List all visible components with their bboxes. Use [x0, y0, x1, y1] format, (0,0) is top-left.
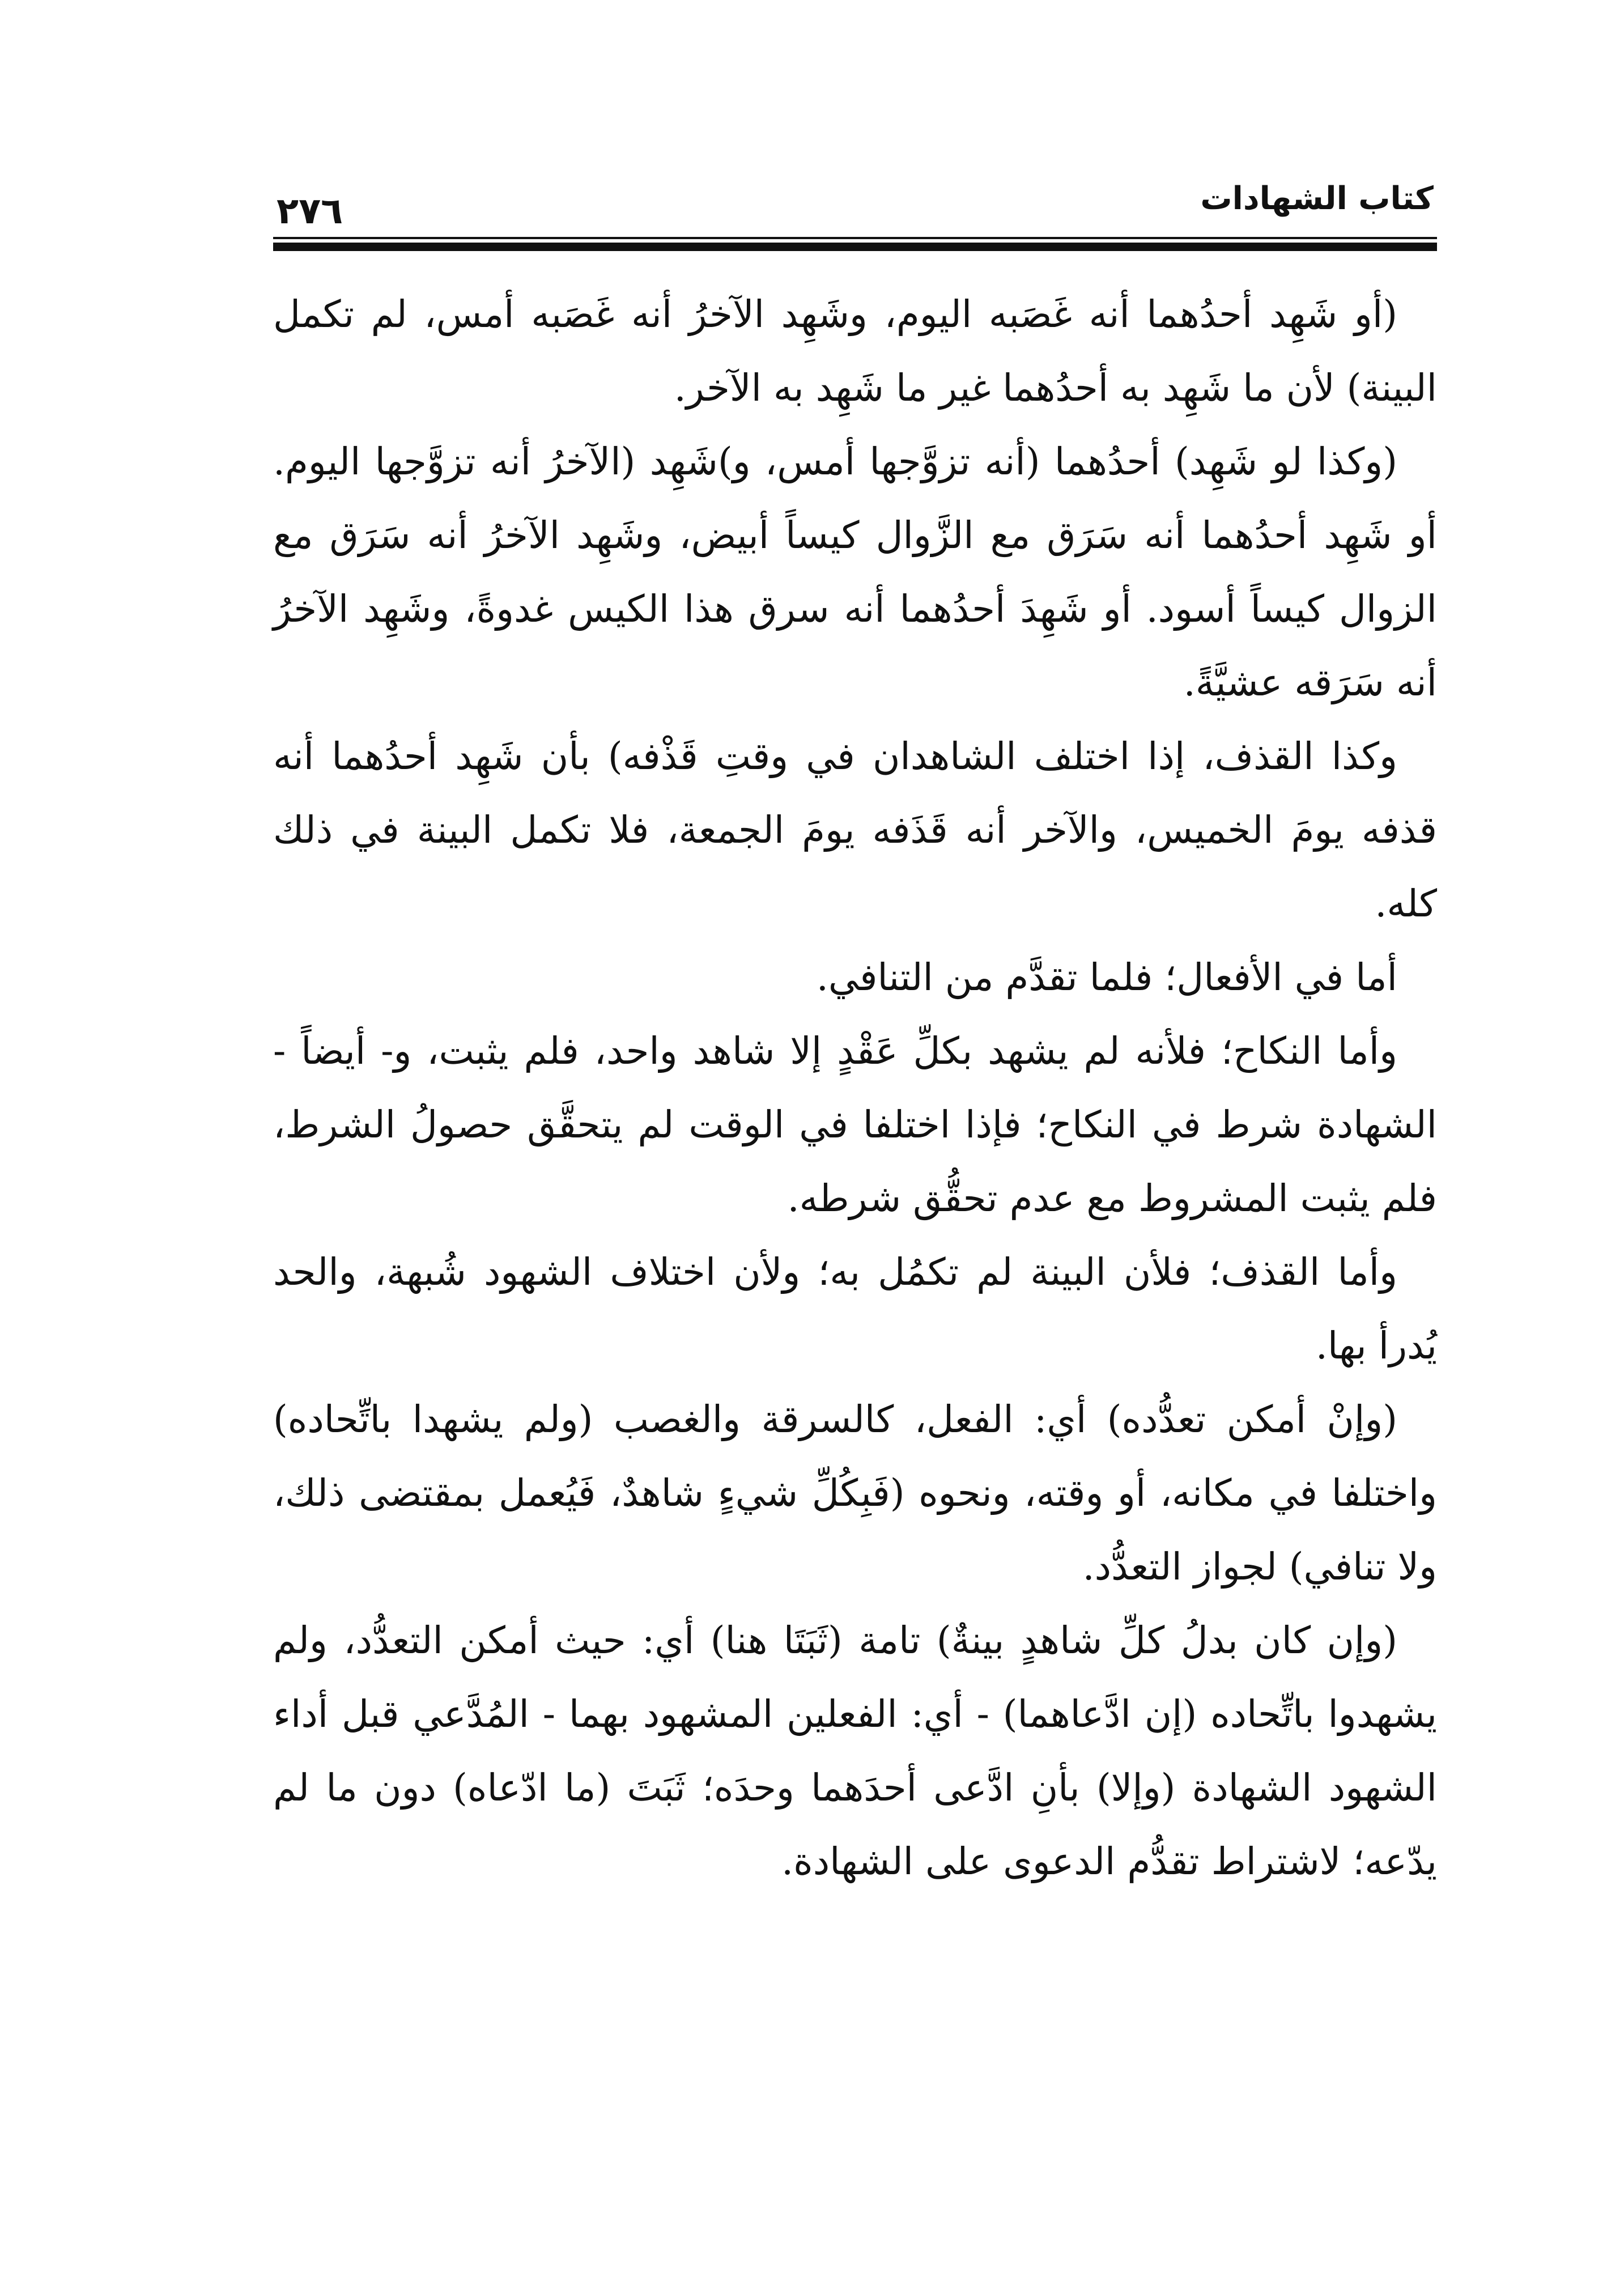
- header-rule-thin: [273, 237, 1437, 239]
- page-header: [277, 170, 1434, 238]
- header-rule-thick: [273, 243, 1437, 251]
- paragraph: (وإن كان بدلُ كلِّ شاهدٍ بينةٌ) تامة (ثَبَتَا هنا) أي: حيث أمكن التعدُّد، ولم يشهدوا باتِّحاده (إن ادَّعاهما) - أي: الفعلين المشهود بهما - المُدَّعي قبل أداء الشهود الشهادة (وإلا) بأنِ ادَّعى أحدَهما وحدَه؛ ثَبَتَ (ما ادّعاه) دون ما لم يدّعه؛ لاشتراط تقدُّم الدعوى على الشهادة.: [273, 1619, 1437, 1883]
- paragraph: وأما القذف؛ فلأن البينة لم تكمُل به؛ ولأن اختلاف الشهود شُبهة، والحد يُدرأ بها.: [273, 1250, 1437, 1368]
- paragraph: أما في الأفعال؛ فلما تقدَّم من التنافي.: [816, 956, 1397, 999]
- paragraph: (وكذا لو شَهِد) أحدُهما (أنه تزوَّجها أمس، و)شَهِد (الآخرُ أنه تزوَّجها اليوم. أو شَهِد أحدُهما أنه سَرَق مع الزَّوال كيساً أبيض، وشَهِد الآخرُ أنه سَرَق مع الزوال كيساً أسود. أو شَهِدَ أحدُهما أنه سرق هذا الكيس غدوةً، وشَهِد الآخرُ أنه سَرَقه عشيَّةً.: [273, 440, 1437, 704]
- paragraph: وكذا القذف، إذا اختلف الشاهدان في وقتِ قَذْفه) بأن شَهِد أحدُهما أنه قذفه يومَ الخميس، والآخر أنه قَذَفه يومَ الجمعة، فلا تكمل البينة في ذلك كله.: [273, 734, 1437, 925]
- paragraph: (وإنْ أمكن تعدُّده) أي: الفعل، كالسرقة والغصب (ولم يشهدا باتِّحاده) واختلفا في مكانه، أو وقته، ونحوه (فَبِكُلِّ شيءٍ شاهدٌ، فَيُعمل بمقتضى ذلك، ولا تنافي) لجواز التعدُّد.: [273, 1398, 1437, 1589]
- running-title: كتاب الشهادات: [1200, 180, 1434, 217]
- paragraph: وأما النكاح؛ فلأنه لم يشهد بكلِّ عَقْدٍ إلا شاهد واحد، فلم يثبت، و- أيضاً - الشهادة شرط في النكاح؛ فإذا اختلفا في الوقت لم يتحقَّق حصولُ الشرط، فلم يثبت المشروط مع عدم تحقُّق شرطه.: [273, 1029, 1437, 1220]
- page-number: ٢٧٦: [277, 190, 343, 232]
- paragraph: (أو شَهِد أحدُهما أنه غَصَبه اليوم، وشَهِد الآخرُ أنه غَصَبه أمس، لم تكمل البينة) لأن ما شَهِد به أحدُهما غير ما شَهِد به الآخر.: [273, 292, 1437, 410]
- page-body: [273, 278, 1437, 1899]
